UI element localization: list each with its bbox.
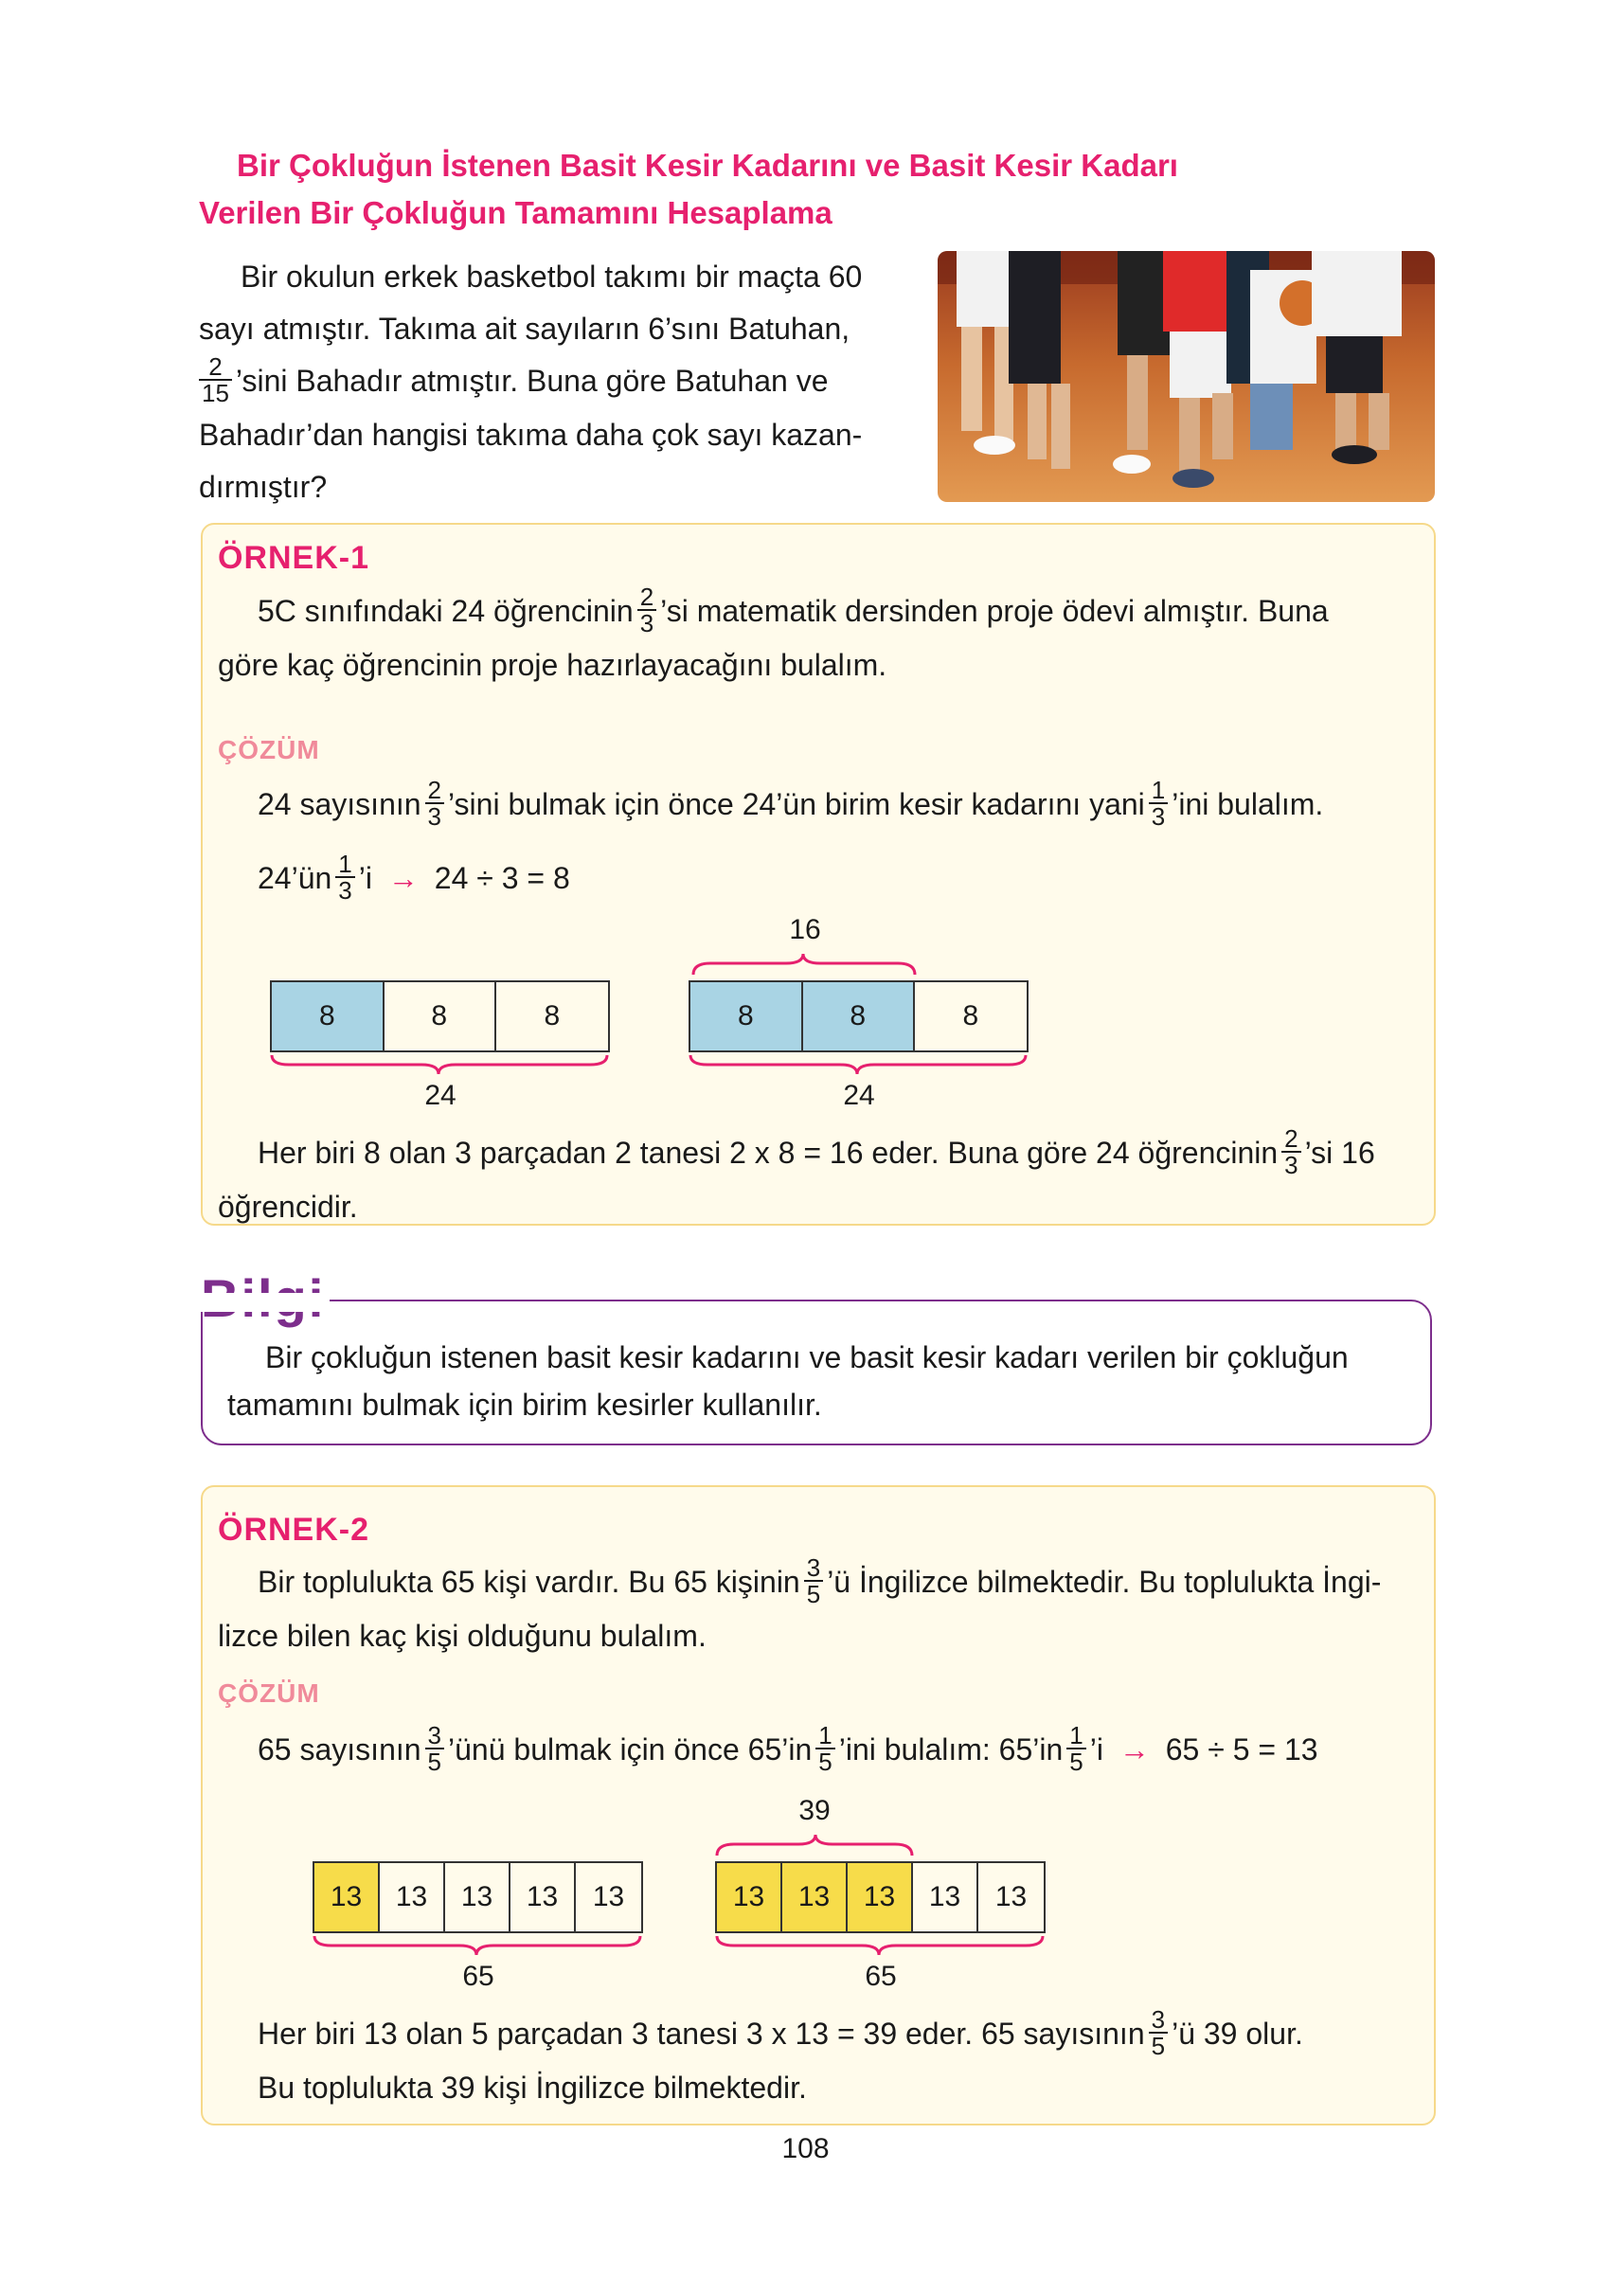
intro-line: $\frac{2}{15}$ ’sini Bahadır atmıştır. Buna göre Batuhan ve	[199, 355, 900, 409]
fraction: $\frac{2}{3}$	[637, 584, 656, 636]
brace-bottom	[270, 1053, 611, 1082]
arrow-icon: →	[1119, 1732, 1150, 1767]
bar-segment: 13	[380, 1863, 445, 1931]
bar-total-label: 65	[462, 1961, 494, 1992]
bar-segment: 8	[962, 1000, 979, 1031]
bar-total-label: 24	[843, 1080, 875, 1111]
bar-segment: 13	[913, 1863, 978, 1931]
example-1-solution-line2: 24’ün $\frac{1}{3}$ ’i → 24 ÷ 3 = 8	[258, 849, 570, 905]
question-line: göre kaç öğrencinin proje hazırlayacağını bulalım.	[218, 647, 887, 682]
bilgi-text	[227, 1334, 1411, 1428]
example-1-result	[218, 1123, 1421, 1233]
fraction: $\frac{3}{5}$	[804, 1555, 823, 1606]
question-line: lizce bilen kaç kişi olduğunu bulalım.	[218, 1618, 707, 1653]
example-1-solution-line1: 24 sayısının $\frac{2}{3}$ ’sini bulmak için önce 24’ün birim kesir kadarını yani $\frac{1}{3}$ ’ini bulalım.	[258, 775, 1324, 831]
fraction: $\frac{1}{5}$	[1066, 1723, 1085, 1774]
section-title	[199, 142, 1373, 237]
brace-bottom	[715, 1934, 1047, 1963]
question-line: Bir toplulukta 65 kişi vardır. Bu 65 kişinin $\frac{3}{5}$ ’ü İngilizce bilmektedir. Bu toplulukta İngi-	[258, 1552, 1382, 1608]
fraction: $\frac{3}{5}$	[1149, 2007, 1168, 2058]
bar-segment: 13	[445, 1863, 510, 1931]
fraction: $\frac{1}{5}$	[815, 1723, 834, 1774]
basketball-photo	[938, 251, 1435, 502]
brace-top	[691, 950, 919, 978]
solution-label: ÇÖZÜM	[218, 735, 320, 764]
fraction: $\frac{2}{3}$	[1281, 1126, 1300, 1177]
fraction-bar-4	[715, 1861, 1046, 1933]
intro-line: Bahadır’dan hangisi takıma daha çok sayı kazan-	[199, 417, 863, 452]
bar-segment: 13	[510, 1863, 576, 1931]
bar-total-label: 24	[424, 1080, 456, 1111]
example-2-solution-line: 65 sayısının $\frac{3}{5}$ ’ünü bulmak için önce 65’in $\frac{1}{5}$ ’ini bulalım: 65’in $\frac{1}{5}$ ’i → 65 ÷ 5 = 13	[258, 1720, 1318, 1776]
bar-segment: 13	[848, 1863, 913, 1931]
bar-top-label: 16	[789, 914, 821, 945]
fraction: $\frac{1}{3}$	[1149, 778, 1168, 829]
bar-segment: 13	[717, 1863, 782, 1931]
brace-bottom	[689, 1053, 1029, 1082]
fraction-bar-2	[689, 980, 1029, 1052]
section-title-line2: Verilen Bir Çokluğun Tamamını Hesaplama	[199, 195, 832, 230]
intro-line: Bir okulun erkek basketbol takımı bir maçta 60	[241, 260, 863, 294]
example-2-label: ÖRNEK-2	[218, 1512, 370, 1548]
question-line: 5C sınıfındaki 24 öğrencinin $\frac{2}{3}$ ’si matematik dersinden proje ödevi almıştır. Buna	[258, 582, 1329, 637]
bar-segment: 13	[782, 1863, 848, 1931]
bar-segment: 8	[803, 982, 915, 1050]
fraction: $\frac{3}{5}$	[425, 1723, 444, 1774]
arrow-icon: →	[387, 861, 419, 895]
result-line: Her biri 13 olan 5 parçadan 3 tanesi 3 x 13 = 39 eder. 65 sayısının $\frac{3}{5}$ ’ü 39 olur.	[258, 2004, 1303, 2060]
bar-segment: 13	[994, 1881, 1028, 1912]
result-line: Bu toplulukta 39 kişi İngilizce bilmektedir.	[258, 2070, 807, 2105]
solution-label: ÇÖZÜM	[218, 1678, 320, 1708]
result-line: Her biri 8 olan 3 parçadan 2 tanesi 2 x 8 = 16 eder. Buna göre 24 öğrencinin $\frac{2}{3}$ ’si 16	[258, 1123, 1375, 1179]
fraction: $\frac{1}{3}$	[335, 852, 354, 903]
example-2-question	[218, 1552, 1421, 1662]
brace-bottom	[313, 1934, 644, 1963]
result-line: öğrencidir.	[218, 1189, 358, 1224]
fraction: $\frac{2}{3}$	[425, 778, 444, 829]
bilgi-title-gap	[197, 1293, 330, 1312]
bar-segment: 8	[272, 982, 385, 1050]
brace-top	[715, 1831, 916, 1859]
bar-segment: 8	[690, 982, 803, 1050]
intro-paragraph	[199, 251, 900, 513]
intro-line: sayı atmıştır. Takıma ait sayıların 6’sını Batuhan,	[199, 312, 850, 346]
bar-segment: 13	[592, 1881, 625, 1912]
bar-segment: 8	[544, 1000, 561, 1031]
fraction: $\frac{2}{15}$	[199, 354, 232, 405]
bilgi-line: tamamını bulmak için birim kesirler kullanılır.	[227, 1388, 822, 1422]
example-1-question	[218, 582, 1421, 691]
example-2-result	[258, 2004, 1423, 2114]
fraction-bar-1	[270, 980, 610, 1052]
bar-segment: 8	[385, 982, 496, 1050]
section-title-line1: Bir Çokluğun İstenen Basit Kesir Kadarını ve Basit Kesir Kadarı	[237, 148, 1178, 183]
bar-top-label: 39	[798, 1795, 831, 1826]
bilgi-line: Bir çokluğun istenen basit kesir kadarını ve basit kesir kadarı verilen bir çokluğun	[265, 1340, 1349, 1374]
fraction-bar-3	[313, 1861, 643, 1933]
intro-line: dırmıştır?	[199, 469, 328, 504]
bar-total-label: 65	[865, 1961, 897, 1992]
page-number: 108	[781, 2133, 830, 2164]
bar-segment: 13	[314, 1863, 380, 1931]
example-1-label: ÖRNEK-1	[218, 540, 370, 576]
